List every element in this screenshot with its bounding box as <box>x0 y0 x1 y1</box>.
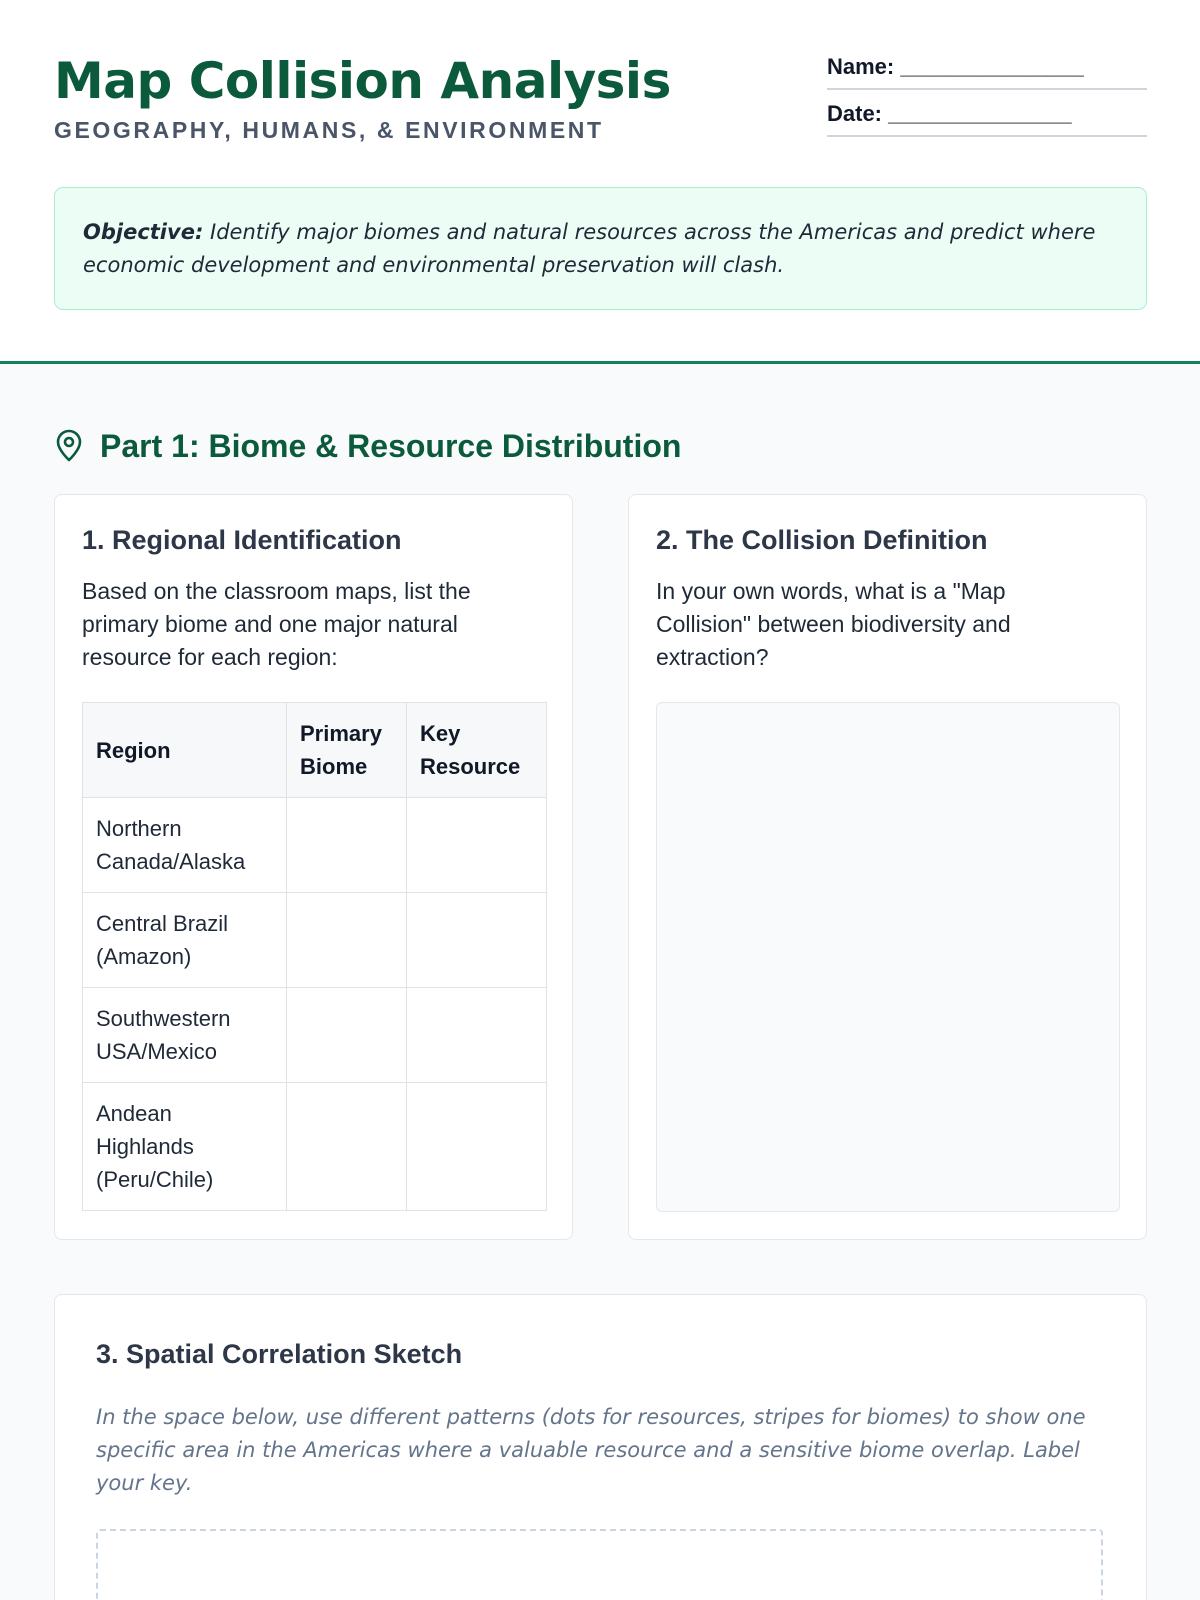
part1-title: Part 1: Biome & Resource Distribution <box>100 427 682 464</box>
table-row <box>83 988 547 1083</box>
collision-definition-card <box>628 494 1147 1240</box>
column-header-primary-biome: Primary Biome <box>287 703 407 798</box>
regional-identification-instructions: Based on the classroom maps, list the primary biome and one major natural resource for each region: <box>82 578 471 670</box>
biome-answer-cell[interactable] <box>287 1083 407 1211</box>
collision-answer-box[interactable] <box>656 702 1120 1212</box>
objective-box <box>54 187 1147 310</box>
part1-heading <box>54 424 681 468</box>
spatial-sketch-instructions: In the space below, use different patterns (dots for resources, stripes for biomes) to show one specific area in the Americas where a valuable resource and a sensitive biome overlap. Label your key. <box>96 1405 1086 1495</box>
resource-answer-cell[interactable] <box>407 988 547 1083</box>
column-header-region: Region <box>83 703 287 798</box>
worksheet-header <box>0 0 1200 364</box>
table-row <box>83 893 547 988</box>
region-cell: Andean Highlands (Peru/Chile) <box>83 1083 287 1211</box>
table-header-row <box>83 703 547 798</box>
regional-identification-card <box>54 494 573 1240</box>
worksheet-body <box>0 364 1200 1600</box>
resource-answer-cell[interactable] <box>407 893 547 988</box>
biome-answer-cell[interactable] <box>287 893 407 988</box>
worksheet-title: Map Collision Analysis <box>54 52 671 110</box>
spatial-sketch-heading: 3. Spatial Correlation Sketch <box>96 1339 463 1369</box>
table-row <box>83 798 547 893</box>
biome-answer-cell[interactable] <box>287 798 407 893</box>
region-cell: Central Brazil (Amazon) <box>83 893 287 988</box>
region-table <box>82 702 547 1211</box>
region-cell: Southwestern USA/Mexico <box>83 988 287 1083</box>
spatial-sketch-card <box>54 1294 1147 1600</box>
worksheet-subtitle: GEOGRAPHY, HUMANS, & ENVIRONMENT <box>54 117 604 143</box>
name-field[interactable]: Name: _______________ <box>827 54 1147 90</box>
resource-answer-cell[interactable] <box>407 1083 547 1211</box>
region-cell: Northern Canada/Alaska <box>83 798 287 893</box>
regional-identification-heading: 1. Regional Identification <box>82 525 402 555</box>
table-row <box>83 1083 547 1211</box>
objective-label: Objective: <box>83 220 204 244</box>
map-pin-icon <box>54 429 84 463</box>
collision-definition-heading: 2. The Collision Definition <box>656 525 988 555</box>
sketch-area[interactable] <box>96 1529 1103 1600</box>
resource-answer-cell[interactable] <box>407 798 547 893</box>
collision-definition-question: In your own words, what is a "Map Collision" between biodiversity and extraction? <box>656 578 1011 670</box>
date-field[interactable]: Date: _______________ <box>827 101 1147 137</box>
objective-text: Identify major biomes and natural resources across the Americas and predict where economic development and environmental preservation will clash. <box>83 220 1096 277</box>
biome-answer-cell[interactable] <box>287 988 407 1083</box>
column-header-key-resource: Key Resource <box>407 703 547 798</box>
